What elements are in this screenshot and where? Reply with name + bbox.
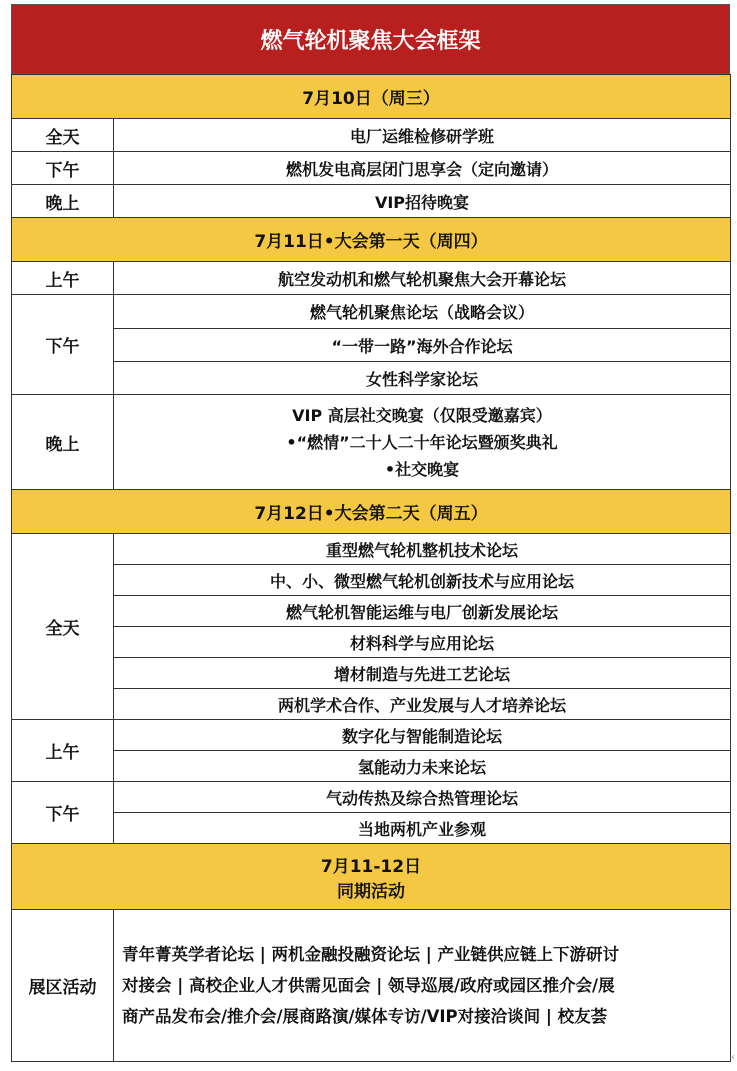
chevron-left-icon: ‹ <box>731 1052 735 1063</box>
event-cell: 氢能动力未来论坛 <box>114 751 731 782</box>
event-cell: “一带一路”海外合作论坛 <box>114 329 731 362</box>
event-cell: 材料科学与应用论坛 <box>114 627 731 658</box>
table-row <box>12 658 731 689</box>
table-row <box>12 185 731 218</box>
table-row <box>12 262 731 295</box>
event-cell: 电厂运维检修研学班 <box>114 119 731 152</box>
table-row <box>12 720 731 751</box>
day-header-row <box>12 75 731 119</box>
time-slot: 上午 <box>12 720 114 782</box>
event-cell: VIP招待晚宴 <box>114 185 731 218</box>
table-row <box>12 395 731 490</box>
day-header: 7月12日•大会第二天（周五） <box>12 490 731 534</box>
day-header: 7月11日•大会第一天（周四） <box>12 218 731 262</box>
time-slot: 晚上 <box>12 185 114 218</box>
day-header-row <box>12 218 731 262</box>
page-title: 燃气轮机聚焦大会框架 <box>11 4 730 74</box>
agenda-table <box>11 74 731 1062</box>
event-cell: 女性科学家论坛 <box>114 362 731 395</box>
event-cell: 中、小、微型燃气轮机创新技术与应用论坛 <box>114 565 731 596</box>
day-header-row <box>12 490 731 534</box>
event-cell: 两机学术合作、产业发展与人才培养论坛 <box>114 689 731 720</box>
time-slot: 下午 <box>12 295 114 395</box>
event-cell: 当地两机产业参观 <box>114 813 731 844</box>
agenda-sheet <box>11 4 730 1062</box>
day-header: 7月10日（周三） <box>12 75 731 119</box>
event-cell: 燃机发电高层闭门思享会（定向邀请） <box>114 152 731 185</box>
event-cell <box>114 395 731 490</box>
event-cell: 数字化与智能制造论坛 <box>114 720 731 751</box>
table-row <box>12 362 731 395</box>
event-line: 青年菁英学者论坛 | 两机金融投融资论坛 | 产业链供应链上下游研讨 <box>122 945 620 964</box>
time-slot: 展区活动 <box>12 910 114 1062</box>
time-slot: 下午 <box>12 782 114 844</box>
table-row <box>12 596 731 627</box>
time-slot: 全天 <box>12 534 114 720</box>
table-row <box>12 119 731 152</box>
event-cell <box>114 910 731 1062</box>
table-row <box>12 295 731 329</box>
table-row <box>12 813 731 844</box>
event-cell: 重型燃气轮机整机技术论坛 <box>114 534 731 565</box>
time-slot: 下午 <box>12 152 114 185</box>
event-line: VIP 高层社交晚宴（仅限受邀嘉宾） <box>292 405 552 425</box>
table-row <box>12 329 731 362</box>
table-row <box>12 689 731 720</box>
day-header-line: 同期活动 <box>337 881 405 902</box>
event-cell: 气动传热及综合热管理论坛 <box>114 782 731 813</box>
event-line: 对接会 | 高校企业人才供需见面会 | 领导巡展/政府或园区推介会/展 <box>122 976 615 995</box>
table-row <box>12 627 731 658</box>
table-row <box>12 534 731 565</box>
table-row <box>12 751 731 782</box>
table-row <box>12 782 731 813</box>
table-row <box>12 152 731 185</box>
day-header-line: 7月11-12日 <box>320 856 422 877</box>
event-line: 商产品发布会/推介会/展商路演/媒体专访/VIP对接洽谈间 | 校友荟 <box>122 1007 608 1026</box>
day-header-row <box>12 844 731 910</box>
time-slot: 上午 <box>12 262 114 295</box>
event-cell: 燃气轮机智能运维与电厂创新发展论坛 <box>114 596 731 627</box>
event-line: •社交晚宴 <box>384 459 460 479</box>
time-slot: 晚上 <box>12 395 114 490</box>
table-row <box>12 910 731 1062</box>
table-row <box>12 565 731 596</box>
event-cell: 航空发动机和燃气轮机聚焦大会开幕论坛 <box>114 262 731 295</box>
time-slot: 全天 <box>12 119 114 152</box>
event-cell: 燃气轮机聚焦论坛（战略会议） <box>114 295 731 329</box>
event-cell: 增材制造与先进工艺论坛 <box>114 658 731 689</box>
day-header <box>12 844 731 910</box>
event-line: •“燃情”二十人二十年论坛暨颁奖典礼 <box>286 432 558 452</box>
